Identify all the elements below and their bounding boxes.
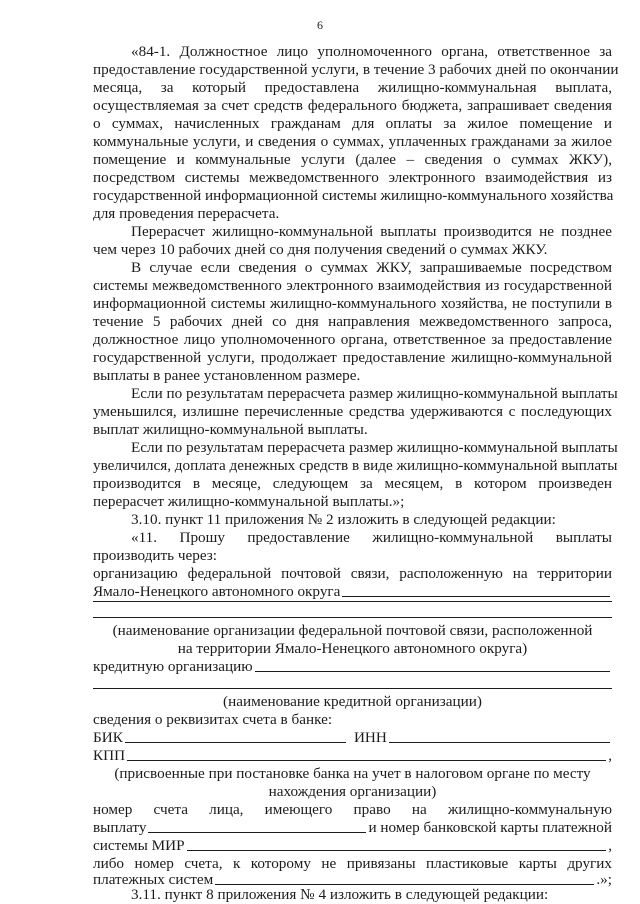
credit-label: кредитную организацию: [93, 658, 253, 675]
mir-card-row: [93, 837, 612, 854]
blank-line[interactable]: [93, 601, 612, 602]
credit-field-row: [93, 658, 612, 675]
text-line: чем через 10 рабочих дней со дня получения сведений о суммах ЖКУ.: [93, 241, 548, 258]
text-line: должностное лицо уполномоченного органа, ответственное за предоставление: [93, 331, 612, 348]
text-line: осуществляемая за счет средств федерального бюджета, запрашивает сведения: [93, 97, 612, 114]
blank-line[interactable]: [93, 617, 612, 618]
text-line: «84-1. Должностное лицо уполномоченного органа, ответственное за: [131, 43, 612, 60]
text-line: организацию федеральной почтовой связи, расположенную на территории: [93, 565, 612, 582]
text-line: о суммах, начисленных гражданам для оплаты за жилое помещение и: [93, 115, 612, 132]
text-line: информационной системы жилищно-коммунального хозяйства, не поступили в: [93, 295, 612, 312]
okrug-label: Ямало-Ненецкого автономного округа: [93, 583, 341, 600]
account-number-field[interactable]: [148, 831, 366, 833]
other-systems-label: платежных систем: [93, 871, 214, 888]
text-line: Если по результатам перерасчета размер жилищно-коммунальной выплаты: [131, 385, 618, 402]
mir-card-field[interactable]: [187, 849, 607, 851]
kpp-caption: нахождения организации): [268, 783, 437, 800]
kpp-row: [93, 747, 612, 764]
closing-quote: .»;: [596, 871, 612, 888]
credit-name-field[interactable]: [255, 670, 610, 672]
inn-field[interactable]: [389, 741, 610, 743]
requisites-label: сведения о реквизитах счета в банке:: [93, 711, 333, 728]
bik-field[interactable]: [125, 741, 346, 743]
postal-field-row: [93, 583, 612, 600]
text-line: государственной информационной системы жилищно-коммунального хозяйства: [93, 187, 614, 204]
text-line: посредством системы межведомственного электронного взаимодействия из: [93, 169, 612, 186]
comma: ,: [608, 837, 612, 854]
other-account-field[interactable]: [215, 883, 594, 885]
account-line: номер счета лица, имеющего право на жилищно-коммунальную: [93, 801, 612, 818]
text-line: производится в месяце, следующем за месяцем, в котором произведен: [93, 475, 612, 492]
text-line: течение 5 рабочих дней со дня направления межведомственного запроса,: [93, 313, 612, 330]
text-line: перерасчет жилищно-коммунальной выплаты.»;: [93, 493, 405, 510]
text-line: месяца, за который предоставлена жилищно-коммунальная выплата,: [93, 79, 612, 96]
bik-inn-row: [93, 729, 612, 746]
text-line: производить через:: [93, 547, 217, 564]
text-line: 3.11. пункт 8 приложения № 4 изложить в следующей редакции:: [131, 886, 549, 903]
page-number: 6: [317, 18, 323, 32]
text-line: помещение и коммунальные услуги (далее – сведения о суммах ЖКУ),: [93, 151, 612, 168]
postal-caption: на территории Ямало-Ненецкого автономного округа): [177, 640, 528, 657]
text-line: для проведения перерасчета.: [93, 205, 280, 222]
text-line: системы межведомственного электронного взаимодействия из государственной: [93, 277, 612, 294]
text-line: предоставление государственной услуги, в течение 3 рабочих дней по окончании: [93, 61, 619, 78]
text-line: увеличился, доплата денежных средств в виде жилищно-коммунальной выплаты: [93, 457, 618, 474]
text-line: выплат жилищно-коммунальной выплаты.: [93, 421, 368, 438]
text-line: коммунальные услуги, и сведения о суммах, уплаченных гражданами за жилое: [93, 133, 612, 150]
account-field-row: [93, 819, 612, 836]
kpp-field[interactable]: [127, 759, 606, 761]
text-line: выплаты в ранее установленном размере.: [93, 367, 361, 384]
postal-caption: (наименование организации федеральной почтовой связи, расположенной: [112, 622, 593, 639]
text-line: государственной услуги, продолжает предоставление жилищно-коммунальной: [93, 349, 612, 366]
text-line: Если по результатам перерасчета размер жилищно-коммунальной выплаты: [131, 439, 618, 456]
text-line: «11. Прошу предоставление жилищно-коммунальной выплаты: [131, 529, 612, 546]
bik-label: БИК: [93, 729, 123, 746]
kpp-label: КПП: [93, 747, 126, 764]
kpp-caption: (присвоенные при постановке банка на учет в налоговом органе по месту: [114, 765, 591, 782]
mir-label: системы МИР: [93, 837, 185, 854]
text-line: В случае если сведения о суммах ЖКУ, запрашиваемые посредством: [131, 259, 612, 276]
inn-label: ИНН: [353, 729, 387, 746]
text-line: 3.10. пункт 11 приложения № 2 изложить в следующей редакции:: [131, 511, 556, 528]
text-line: Перерасчет жилищно-коммунальной выплаты производится не позднее: [131, 223, 612, 240]
account-line-label: и номер банковской карты платежной: [368, 819, 612, 836]
blank-line[interactable]: [93, 688, 612, 689]
comma: ,: [608, 747, 612, 764]
credit-caption: (наименование кредитной организации): [223, 693, 482, 710]
postal-name-field[interactable]: [342, 595, 610, 597]
text-line: уменьшился, излишне перечисленные средства удерживаются с последующих: [93, 403, 612, 420]
account-line: либо номер счета, к которому не привязаны пластиковые карты других: [93, 855, 612, 872]
account-line-label: выплату: [93, 819, 147, 836]
